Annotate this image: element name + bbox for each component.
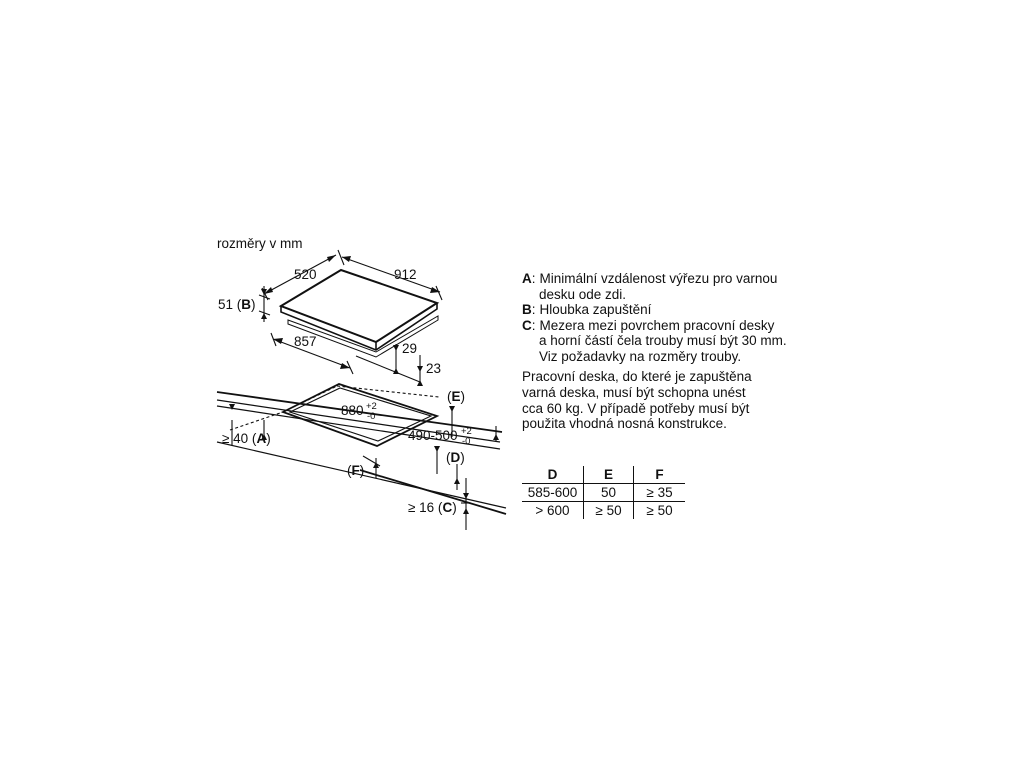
note-line: varná deska, musí být schopna unést bbox=[522, 384, 746, 400]
cutout-depth-tol-plus: +2 bbox=[461, 426, 472, 437]
legend-key: C bbox=[522, 317, 532, 333]
table-cell: ≥ 35 bbox=[634, 484, 686, 502]
table-row bbox=[522, 502, 685, 520]
dimension-line-c bbox=[461, 478, 471, 530]
dimension-legend bbox=[522, 271, 822, 365]
legend-key: A bbox=[522, 271, 532, 286]
label-f: (F) bbox=[347, 463, 365, 478]
note-line: Pracovní deska, do které je zapuštěna bbox=[522, 369, 752, 384]
table-header-f: F bbox=[634, 466, 686, 484]
legend-item-c: C : Mezera mezi povrchem pracovní desky bbox=[522, 317, 775, 333]
table-header-e: E bbox=[584, 466, 634, 484]
dimension-23-label: 23 bbox=[426, 361, 442, 376]
dimension-b-label: 51 (B) bbox=[218, 297, 256, 312]
dimension-29-label: 29 bbox=[402, 341, 418, 356]
legend-text: Minimální vzdálenost výřezu pro varnou bbox=[539, 271, 778, 286]
dimension-a-label: ≥ 40 (A) bbox=[222, 431, 271, 446]
dimension-depth-label: 520 bbox=[294, 267, 317, 282]
table-header-d: D bbox=[522, 466, 584, 484]
legend-text: Mezera mezi povrchem pracovní desky bbox=[539, 317, 775, 333]
note-line: cca 60 kg. V případě potřeby musí být bbox=[522, 400, 750, 416]
table-cell: 585-600 bbox=[522, 484, 584, 502]
dimension-c-label: ≥ 16 (C) bbox=[408, 500, 457, 515]
table-cell: 50 bbox=[584, 484, 634, 502]
legend-key: B bbox=[522, 302, 532, 318]
legend-text: Hloubka zapuštění bbox=[539, 302, 652, 318]
legend-item-a: A : Minimální vzdálenost výřezu pro varnou bbox=[522, 271, 778, 286]
legend-item-b: B : Hloubka zapuštění bbox=[522, 302, 652, 318]
cutout-width-tol-minus: -0 bbox=[367, 411, 376, 422]
cutout-depth-tol-minus: -0 bbox=[462, 436, 471, 447]
cutout-width-label: 880 bbox=[341, 403, 364, 418]
table-header-row bbox=[522, 466, 685, 484]
units-label: rozměry v mm bbox=[217, 236, 303, 251]
label-d: (D) bbox=[446, 450, 465, 465]
label-e: (E) bbox=[447, 389, 466, 404]
legend-text-continued: Viz požadavky na rozměry trouby. bbox=[539, 348, 742, 364]
cutout-depth-label: 490-500 bbox=[408, 428, 458, 443]
table-cell: > 600 bbox=[535, 503, 570, 518]
table-cell: ≥ 50 bbox=[634, 502, 686, 520]
worktop-load-note bbox=[522, 369, 782, 432]
note-line: použita vhodná nosná konstrukce. bbox=[522, 416, 727, 432]
cutout-width-tol-plus: +2 bbox=[366, 401, 377, 412]
table-cell: ≥ 50 bbox=[584, 502, 634, 520]
table-row bbox=[522, 484, 685, 502]
clearance-table bbox=[522, 466, 685, 519]
dimension-width-label: 912 bbox=[394, 267, 417, 282]
legend-text-continued: a horní částí čela trouby musí být 30 mm. bbox=[539, 333, 787, 349]
legend-text-continued: desku ode zdi. bbox=[539, 286, 627, 302]
dimension-857-label: 857 bbox=[294, 334, 317, 349]
